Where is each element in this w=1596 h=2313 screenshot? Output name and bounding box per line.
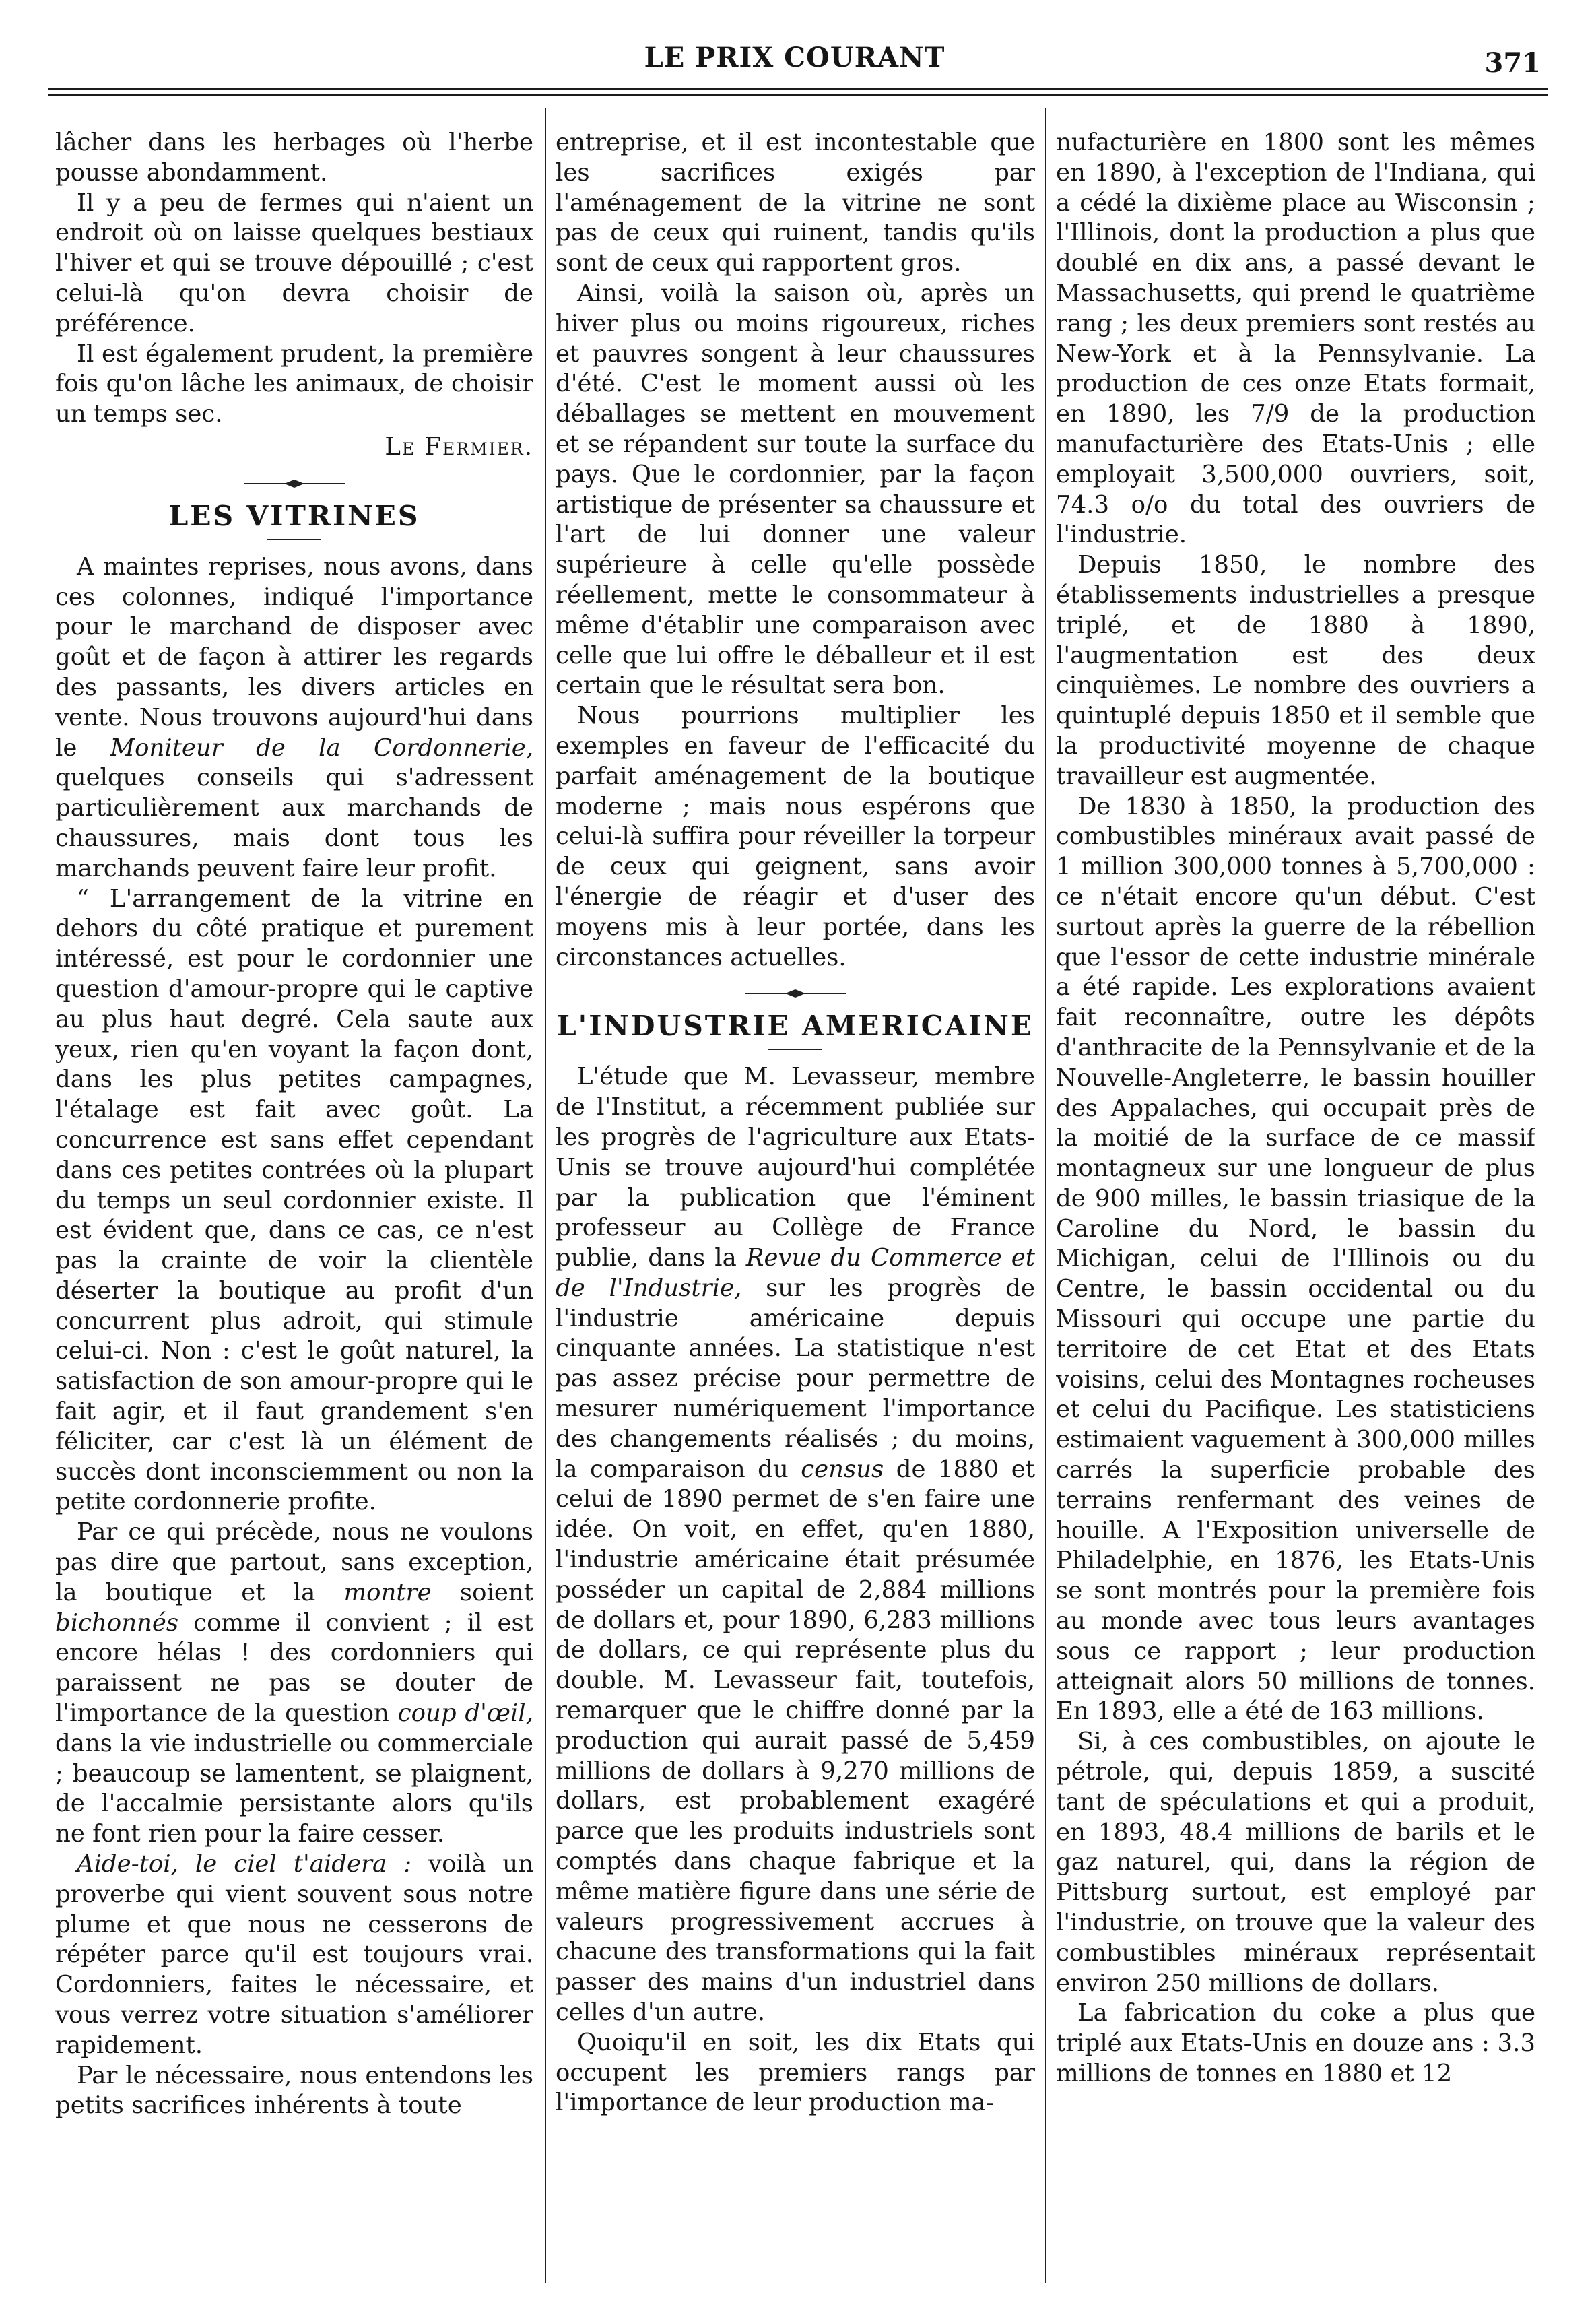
title-underline (768, 1049, 822, 1050)
page-number: 371 (1484, 47, 1541, 79)
emphasis: montre (343, 1578, 432, 1606)
column-1 (55, 128, 533, 2283)
paragraph: “ L'arrangement de la vitrine en dehors du côté pratique et purement intéressé, est pour le cordonnier une question d'amour-propre qui le captive au plus haut degré. Cela saute aux yeux, rien qu'en voyant la façon dont, dans les plus petites campagnes, l'étalage est fait avec goût. La concurrence est sans effet cependant dans ces petites contrées où la plupart du temps un seul cordonnier existe. Il est évident que, dans ce cas, ce n'est pas la crainte de voir la clientèle déserter la boutique au profit d'un concurrent plus adroit, qui stimule celui-ci. Non : c'est le goût naturel, la satisfaction de son amour-propre qui le fait agir, et il faut grandement s'en féliciter, car c'est là un élément de succès dont inconsciemment ou non la petite cordonnerie profite. (55, 884, 533, 1516)
column-divider-right (1045, 108, 1046, 2283)
text-run: soient (431, 1578, 533, 1606)
article-signature: Le Fermier. (385, 432, 533, 461)
emphasis: bichonnés (55, 1608, 179, 1637)
section-ornament (556, 985, 1035, 999)
column-2 (556, 128, 1035, 2283)
paragraph: entreprise, et il est incontestable que les sacrifices exigés par l'aménagement de la vitrine ne sont pas de ceux qui ruinent, tandis qu'ils sont de ceux qui rapportent gros. (556, 129, 1035, 278)
text-run: sur les progrès de l'industrie américaine depuis cinquante années. La statistique n'est pas assez précise pour permettre de mesurer numériquement l'importance des changements réalisés ; du moins, la comparaison du (556, 1274, 1035, 1483)
text-run: voilà un proverbe qui vient souvent sous notre plume et que nous ne cesserons de répéter parce qu'il est toujours vrai. Cordonniers, faites le nécessaire, et vous verrez votre situation s'améliorer rapidement. (55, 1850, 533, 2059)
paragraph: Nous pourrions multiplier les exemples en faveur de l'efficacité du parfait aménagement de la boutique moderne ; mais nous espérons que celui-là suffira pour réveiller la torpeur de ceux qui geignent, sans avoir l'énergie de réagir et d'user des moyens mis à leur portée, dans les circonstances actuelles. (556, 702, 1035, 971)
emphasis: census (801, 1455, 884, 1483)
running-head (0, 0, 1596, 101)
source-title: Moniteur de la Cordonnerie, (110, 734, 533, 762)
title-underline (267, 539, 321, 540)
paragraph: Ainsi, voilà la saison où, après un hiver plus ou moins rigoureux, riches et pauvres songent à leur chaussures d'été. C'est le moment aussi où les déballages se mettent en mouvement et se répandent sur toute la surface du pays. Que le cordonnier, par la façon artistique de présenter sa chaussure et l'art de lui donner une valeur supérieure à celle qu'elle possède réellement, mette le consommateur à même d'établir une comparaison avec celle que lui offre le déballeur et il est certain que le résultat sera bon. (556, 279, 1035, 700)
column-3 (1056, 128, 1535, 2283)
section-title-industrie: L'INDUSTRIE AMERICAINE (556, 1010, 1034, 1043)
emphasis: coup d'œil, (397, 1699, 533, 1728)
text-run: comme il convient ; il est encore hélas ! des cordonniers qui paraissent ne pas se douter de l'importance de la question (55, 1608, 533, 1728)
paragraph (55, 1518, 533, 1850)
paragraph (55, 1850, 533, 2061)
paragraph (55, 552, 533, 884)
paragraph: Il y a peu de fermes qui n'aient un endroit où on laisse quelques bestiaux l'hiver et qui se trouve dépouillé ; c'est celui-là qu'on devra choisir de préférence. (55, 189, 533, 337)
header-rule-thin (48, 94, 1548, 96)
paragraph: nufacturière en 1800 sont les mêmes en 1890, à l'exception de l'Indiana, qui a cédé la dixième place au Wisconsin ; l'Illinois, dont la production a plus que doublé en dix ans, a passé devant le Massachusetts, qui prend le quatrième rang ; les deux premiers sont restés au New-York et à la Pennsylvanie. La production de ces onze Etats formait, en 1890, les 7/9 de la production manufacturière des Etats-Unis ; elle employait 3,500,000 ouvriers, soit, 74.3 o/o du total des ouvriers de l'industrie. (1056, 129, 1535, 549)
paragraph: De 1830 à 1850, la production des combustibles minéraux avait passé de 1 million 300,000 tonnes à 5,700,000 : ce n'était encore qu'un début. C'est surtout après la guerre de la rébellion que l'essor de cette industrie minérale a été rapide. Les explorations avaient fait reconnaître, outre les dépôts d'anthracite de la Pennsylvanie et de la Nouvelle-Angleterre, le bassin houiller des Appalaches, qui occupait près de la moitié de la surface de ce massif montagneux sur une longueur de plus de 900 milles, le bassin triasique de la Caroline du Nord, le bassin du Michigan, celui de l'Illinois ou du Centre, le bassin occidental ou du Missouri qui occupe une partie du territoire de cet Etat et des Etats voisins, celui des Montagnes rocheuses et celui du Pacifique. Les statisticiens estimaient vaguement à 300,000 milles carrés la superficie probable des terrains renfermant des veines de houille. A l'Exposition universelle de Philadelphie, en 1876, les Etats-Unis se sont montrés pour la première fois au monde avec tous leurs avantages sous ce rapport ; leur production atteignait alors 50 millions de tonnes. En 1893, elle a été de 163 millions. (1056, 792, 1535, 1726)
paragraph: La fabrication du coke a plus que triplé aux Etats-Unis en douze ans : 3.3 millions de tonnes en 1880 et 12 (1056, 1999, 1535, 2087)
source-title: Revue du Commerce et de l'Industrie, (556, 1244, 1035, 1302)
text-run: Par ce qui précède, nous ne voulons pas dire que partout, sans exception, la boutique et la (55, 1518, 533, 1606)
column-divider-left (545, 108, 546, 2283)
text-run: A maintes reprises, nous avons, dans ces colonnes, indiqué l'importance pour le marchand de disposer avec goût et de façon à attirer les regards des passants, les divers articles en vente. Nous trouvons aujourd'hui dans le (55, 552, 533, 762)
paragraph: Par le nécessaire, nous entendons les petits sacrifices inhérents à toute (55, 2061, 533, 2120)
section-ornament (55, 475, 533, 489)
ornament-divider-icon (745, 988, 846, 999)
text-run: L'étude que M. Levasseur, membre de l'Institut, a récemment publiée sur les progrès de l'agriculture aux Etats-Unis se trouve aujourd'hui complétée par la publication que l'éminent professeur au Collège de France publie, dans la (556, 1063, 1035, 1272)
paragraph: Depuis 1850, le nombre des établissements industrielles a presque triplé, et de 1880 à 1890, l'augmentation est des deux cinquièmes. Le nombre des ouvriers a quintuplé depuis 1850 et il semble que la productivité moyenne de chaque travailleur est augmentée. (1056, 551, 1535, 790)
header-rule-thick (48, 88, 1548, 90)
paragraph: Si, à ces combustibles, on ajoute le pétrole, qui, depuis 1859, a suscité tant de spéculations et qui a produit, en 1893, 48.4 millions de barils et le gaz naturel, qui, dans la région de Pittsburg surtout, est employé par l'industrie, on trouve que la valeur des combustibles minéraux représentait environ 250 millions de dollars. (1056, 1728, 1535, 1997)
text-run: dans la vie industrielle ou commerciale ; beaucoup se lamentent, se plaignent, de l'accalmie persistante alors qu'ils ne font rien pour la faire cesser. (55, 1729, 533, 1848)
paragraph: lâcher dans les herbages où l'herbe pousse abondamment. (55, 129, 533, 187)
proverb: Aide-toi, le ciel t'aidera : (76, 1850, 412, 1879)
ornament-divider-icon (244, 478, 345, 489)
journal-title: LE PRIX COURANT (644, 42, 945, 73)
text-run: quelques conseils qui s'adressent particulièrement aux marchands de chaussures, mais dont tous les marchands peuvent faire leur profit. (55, 764, 533, 882)
text-run: de 1880 et celui de 1890 permet de s'en faire une idée. On voit, en effet, qu'en 1880, l'industrie américaine était présumée posséder un capital de 2,884 millions de dollars et, pour 1890, 6,283 millions de dollars, ce qui représente plus du double. M. Levasseur fait, toutefois, remarquer que le chiffre donné par la production qui aurait passé de 5,459 millions de dollars à 9,270 millions de dollars, est probablement exagéré parce que les produits industriels sont comptés dans chaque fabrique et la même matière figure dans une série de valeurs progressivement accrues à chacune des transformations qui la fait passer des mains d'un industriel dans celles d'un autre. (556, 1455, 1035, 2027)
paragraph: Il est également prudent, la première fois qu'on lâche les animaux, de choisir un temps sec. (55, 339, 533, 428)
paragraph (556, 1062, 1035, 2028)
paragraph: Quoiqu'il en soit, les dix Etats qui occupent les premiers rangs par l'importance de leur production ma- (556, 2028, 1035, 2117)
section-title-vitrines: LES VITRINES (168, 499, 420, 532)
